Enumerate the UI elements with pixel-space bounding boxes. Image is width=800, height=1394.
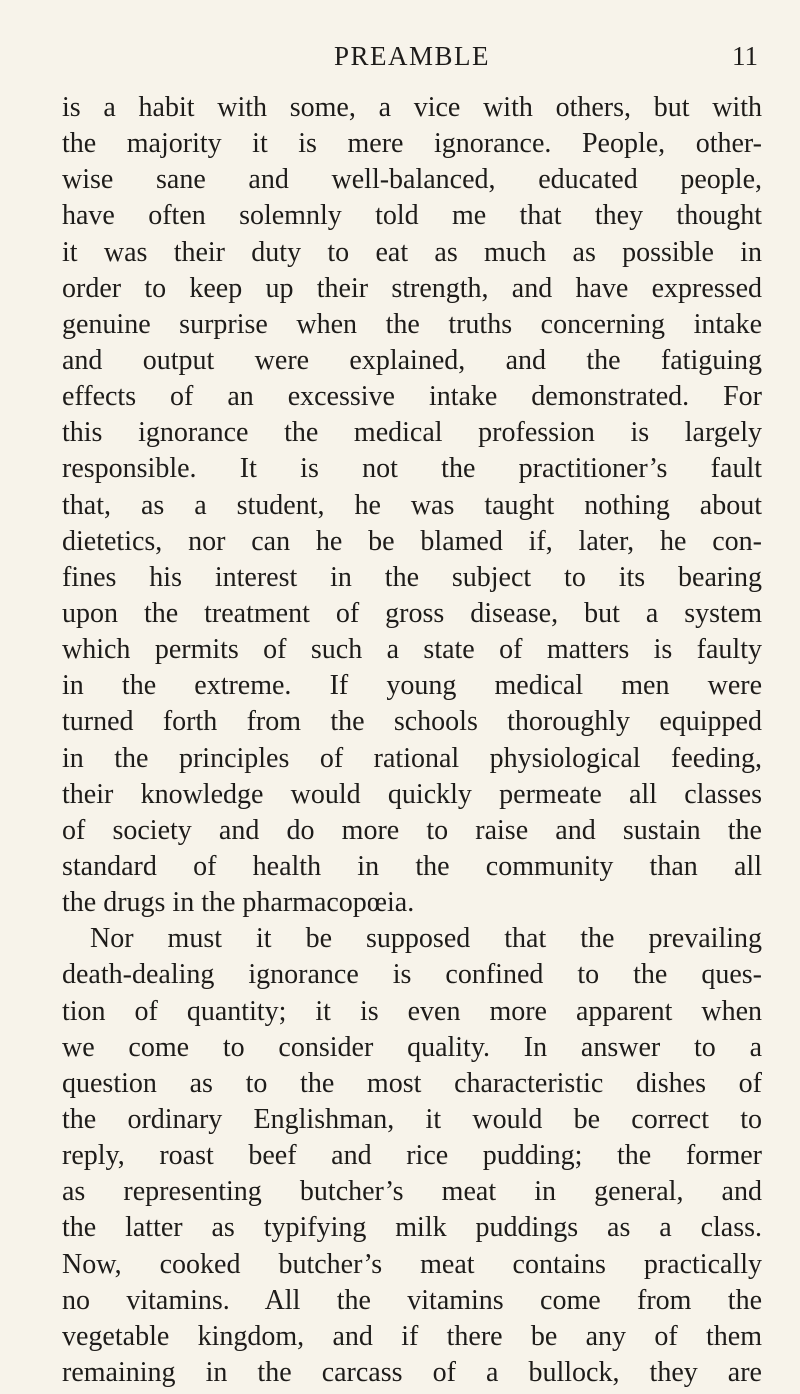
text-line: the ordinary Englishman, it would be correct to — [62, 1103, 762, 1135]
text-line: dietetics, nor can he be blamed if, later, he con- — [62, 525, 762, 557]
text-line: is a habit with some, a vice with others, but with — [62, 92, 762, 123]
text-line: it was their duty to eat as much as possible in — [62, 236, 762, 268]
text-line: and output were explained, and the fatiguing — [62, 344, 762, 376]
text-line: as representing butcher’s meat in general, and — [62, 1176, 762, 1208]
running-title: PREAMBLE — [333, 41, 491, 71]
text-line: death-dealing ignorance is confined to the ques- — [62, 959, 762, 991]
text-line: their knowledge would quickly permeate all classes — [62, 778, 762, 810]
page-number: 11 — [732, 41, 758, 71]
text-line: this ignorance the medical profession is largely — [62, 417, 762, 449]
text-line: vegetable kingdom, and if there be any of them — [62, 1320, 762, 1352]
text-line: Now, cooked butcher’s meat contains practically — [62, 1248, 762, 1280]
text-line: tion of quantity; it is even more apparent when — [62, 995, 762, 1027]
text-line: reply, roast beef and rice pudding; the former — [62, 1140, 762, 1172]
text-line: turned forth from the schools thoroughly equipped — [62, 706, 762, 738]
body-text — [62, 90, 762, 1391]
text-line: the latter as typifying milk puddings as a class. — [62, 1212, 762, 1244]
text-line: wise sane and well-balanced, educated people, — [62, 164, 762, 196]
text-line: we come to consider quality. In answer to a — [62, 1031, 762, 1063]
text-line: in the extreme. If young medical men were — [62, 670, 762, 702]
text-line: standard of health in the community than all — [62, 850, 762, 882]
text-line: that, as a student, he was taught nothing about — [62, 489, 762, 521]
text-line: in the principles of rational physiological feeding, — [62, 742, 762, 774]
text-line: the majority it is mere ignorance. People, other- — [62, 128, 762, 160]
text-line: order to keep up their strength, and have expressed — [62, 272, 762, 304]
running-head — [62, 36, 762, 76]
text-line: question as to the most characteristic dishes of — [62, 1067, 762, 1099]
text-line: upon the treatment of gross disease, but a system — [62, 597, 762, 629]
text-line: effects of an excessive intake demonstrated. For — [62, 381, 762, 413]
text-line: genuine surprise when the truths concerning intake — [62, 308, 762, 340]
text-line: fines his interest in the subject to its bearing — [62, 561, 762, 593]
text-line: of society and do more to raise and sustain the — [62, 814, 762, 846]
text-line: Nor must it be supposed that the prevailing — [90, 923, 762, 955]
text-line: no vitamins. All the vitamins come from the — [62, 1284, 762, 1316]
text-line: remaining in the carcass of a bullock, they are — [62, 1356, 762, 1388]
text-line: have often solemnly told me that they thought — [62, 200, 762, 232]
text-line: the drugs in the pharmacopœia. — [62, 887, 415, 919]
text-line: which permits of such a state of matters is faulty — [62, 634, 762, 666]
text-line: responsible. It is not the practitioner’s fault — [62, 453, 762, 485]
